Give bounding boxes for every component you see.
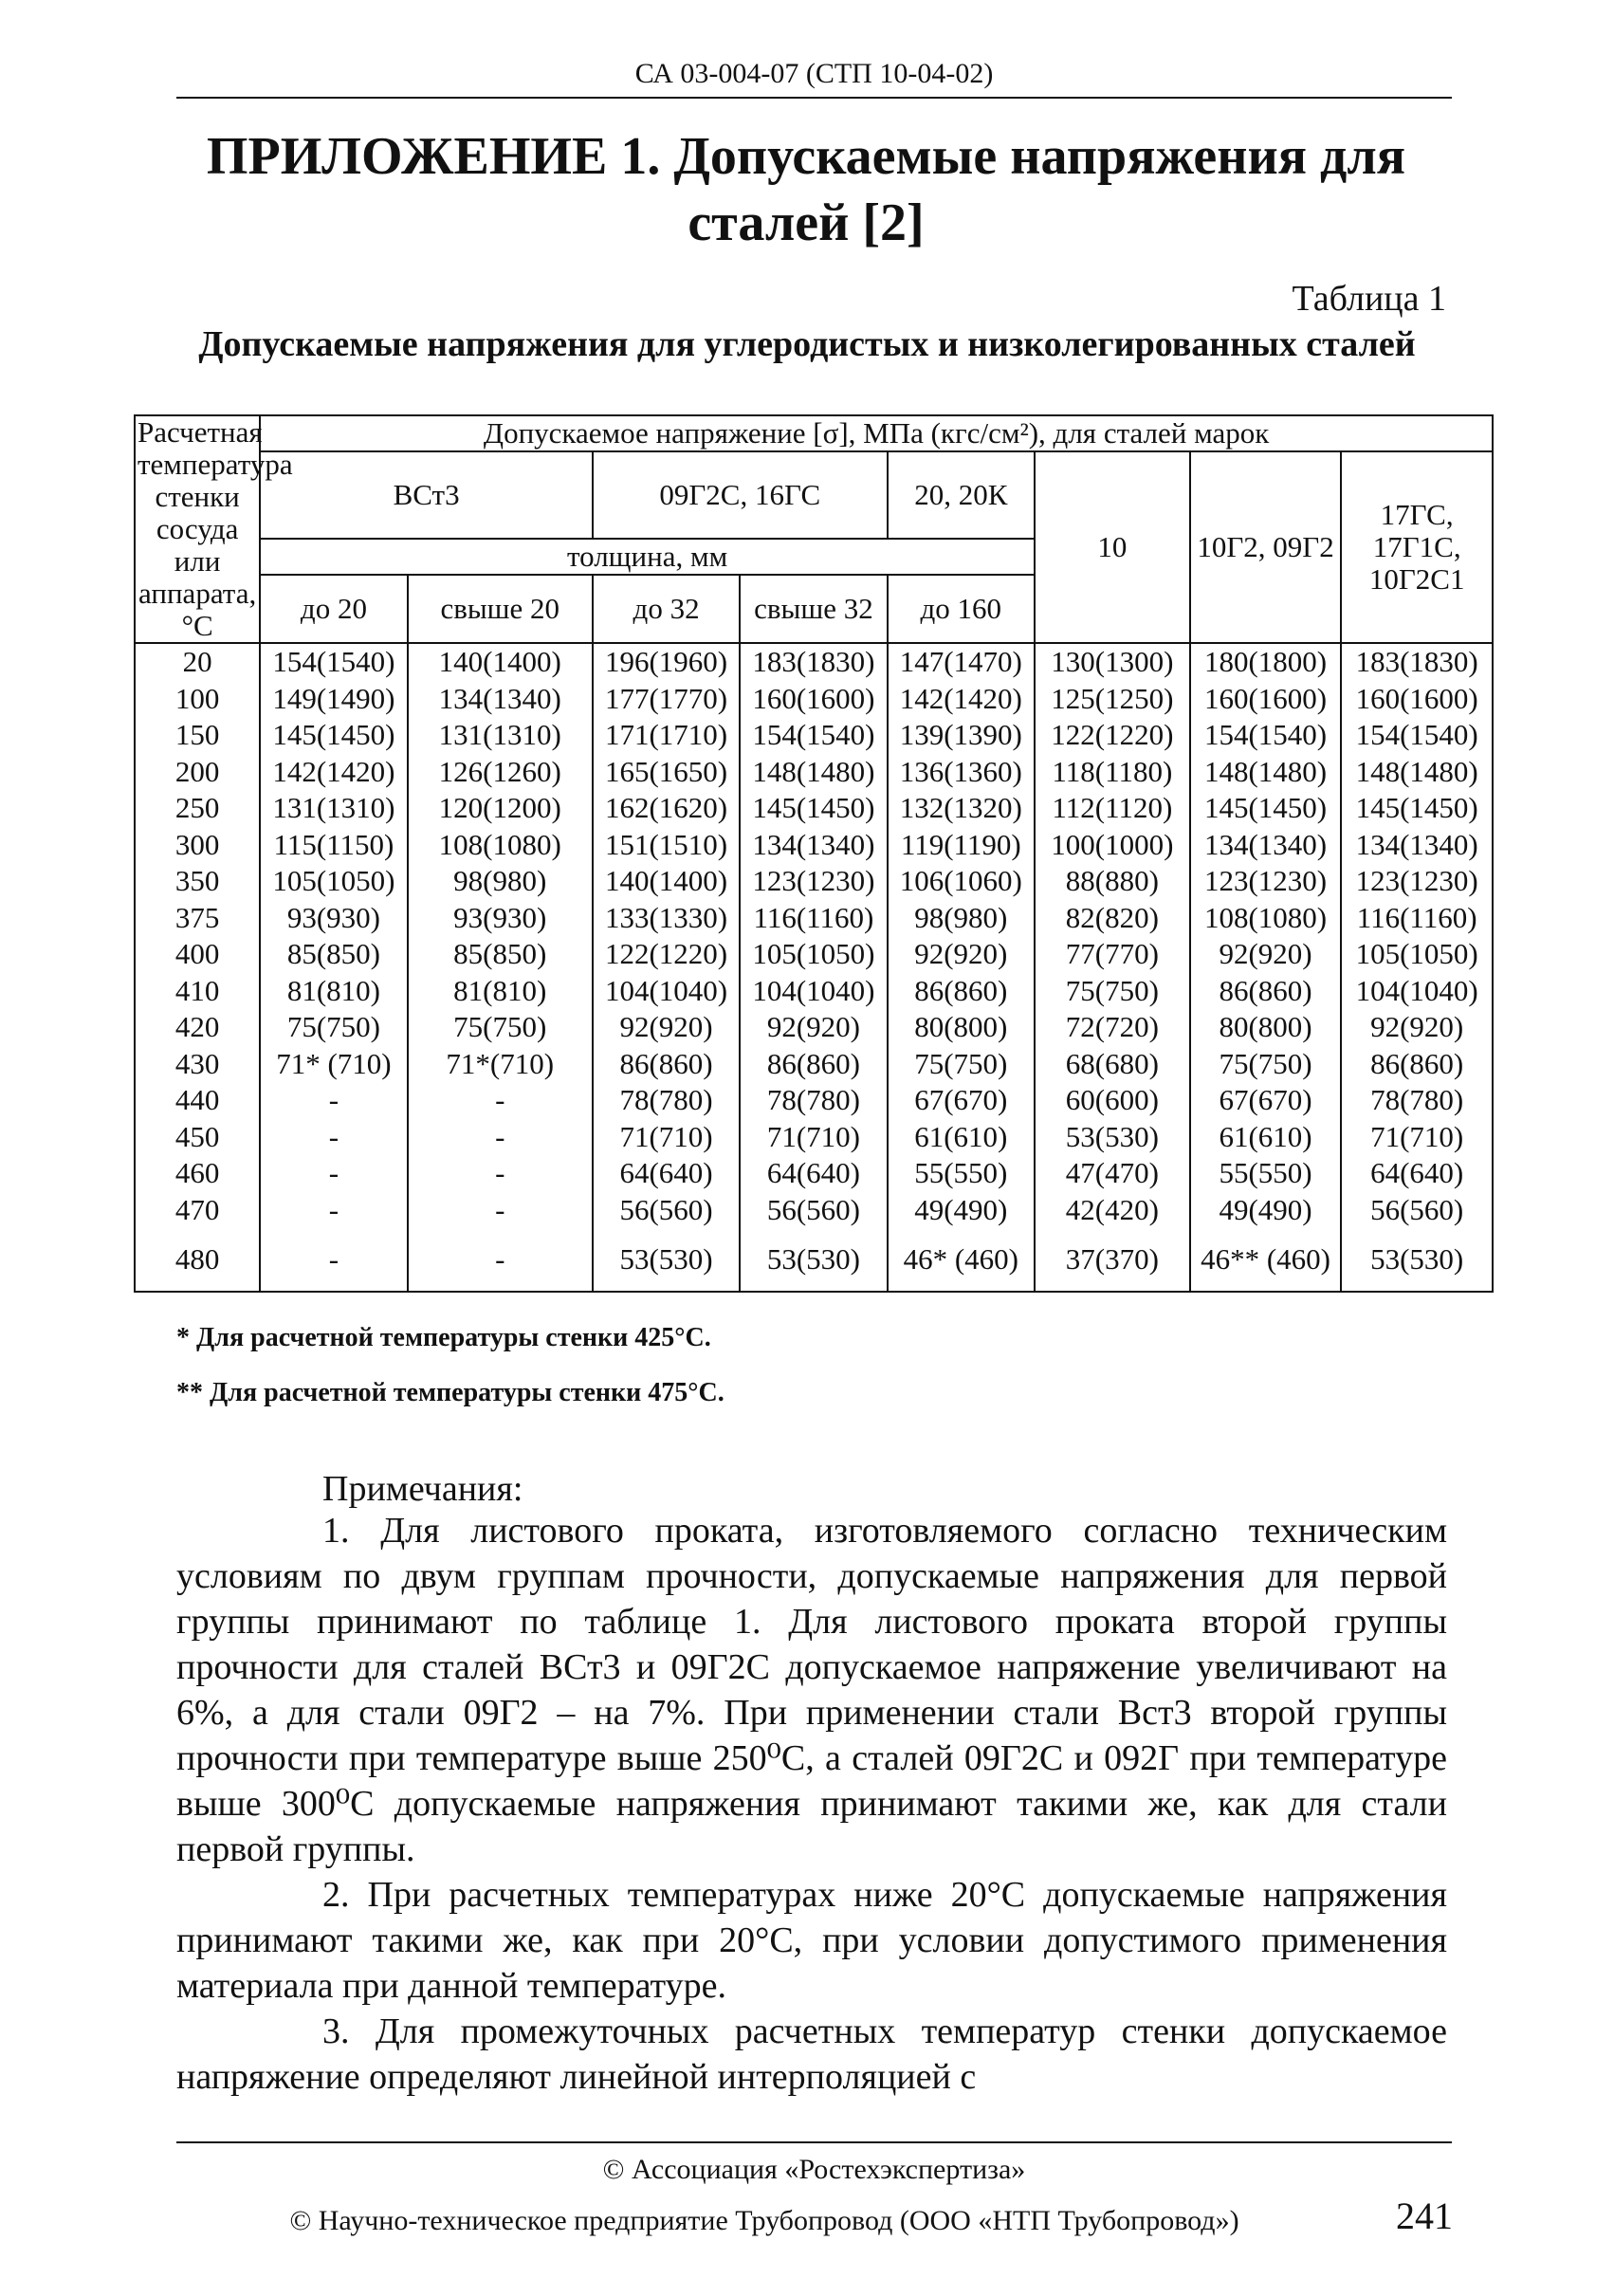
stress-value-cell: 80(800) <box>1190 1009 1342 1046</box>
stress-value-cell: 154(1540) <box>1341 717 1493 754</box>
grade-vst3-header: ВСт3 <box>260 451 593 539</box>
table-row <box>135 754 1493 791</box>
grade-10-header: 10 <box>1035 451 1190 643</box>
stress-value-cell: 64(640) <box>740 1155 887 1192</box>
stress-value-cell: 106(1060) <box>888 863 1035 900</box>
footer-copyright-company: © Научно-техническое предприятие Трубопровод (ООО «НТП Трубопровод») <box>289 2205 1239 2236</box>
footnote-475: ** Для расчетной температуры стенки 475°С. <box>176 1378 724 1407</box>
stress-value-cell: 145(1450) <box>260 717 407 754</box>
stress-value-cell: 37(370) <box>1035 1228 1190 1292</box>
page-number: 241 <box>1396 2195 1453 2237</box>
stress-value-cell: 136(1360) <box>888 754 1035 791</box>
stress-value-cell: 53(530) <box>593 1228 740 1292</box>
stress-value-cell: 148(1480) <box>1341 754 1493 791</box>
stress-value-cell: 108(1080) <box>1190 900 1342 937</box>
table-row <box>135 643 1493 681</box>
notes-body <box>176 1508 1447 2100</box>
temperature-cell: 250 <box>135 790 260 827</box>
stress-value-cell: 134(1340) <box>408 681 593 718</box>
stress-value-cell: 119(1190) <box>888 827 1035 864</box>
stress-value-cell: 56(560) <box>593 1192 740 1229</box>
stress-value-cell: - <box>260 1119 407 1156</box>
stress-column-header: Допускаемое напряжение [σ], МПа (кгс/см²), для сталей марок <box>260 415 1493 451</box>
stress-value-cell: 81(810) <box>408 973 593 1010</box>
stress-value-cell: 53(530) <box>1341 1228 1493 1292</box>
stress-value-cell: 134(1340) <box>1341 827 1493 864</box>
table-row <box>135 1192 1493 1229</box>
stress-value-cell: 55(550) <box>1190 1155 1342 1192</box>
stress-value-cell: 86(860) <box>888 973 1035 1010</box>
footer-divider <box>176 2141 1452 2143</box>
stress-value-cell: 71*(710) <box>408 1046 593 1083</box>
note-paragraph: 2. При расчетных температурах ниже 20°С допускаемые напряжения принимают такими же, как при 20°С, при условии допустимого применения материала при данной температуре. <box>176 1875 1447 2006</box>
stress-value-cell: 56(560) <box>740 1192 887 1229</box>
footer-copyright-association: © Ассоциация «Ростехэкспертиза» <box>602 2154 1026 2185</box>
temperature-cell: 480 <box>135 1228 260 1292</box>
stress-value-cell: 126(1260) <box>408 754 593 791</box>
stress-value-cell: 80(800) <box>888 1009 1035 1046</box>
stress-value-cell: - <box>260 1192 407 1229</box>
stress-value-cell: 134(1340) <box>1190 827 1342 864</box>
stress-value-cell: 148(1480) <box>740 754 887 791</box>
table-title: Допускаемые напряжения для углеродистых и низколегированных сталей <box>198 324 1416 364</box>
stress-value-cell: 75(750) <box>1190 1046 1342 1083</box>
stress-value-cell: 142(1420) <box>888 681 1035 718</box>
temperature-cell: 420 <box>135 1009 260 1046</box>
stress-value-cell: 142(1420) <box>260 754 407 791</box>
stress-value-cell: 61(610) <box>1190 1119 1342 1156</box>
stress-value-cell: 78(780) <box>740 1082 887 1119</box>
thickness-subheader: свыше 32 <box>740 575 887 643</box>
stress-value-cell: - <box>408 1228 593 1292</box>
stress-value-cell: 67(670) <box>1190 1082 1342 1119</box>
table-row <box>135 973 1493 1010</box>
stress-value-cell: 132(1320) <box>888 790 1035 827</box>
stress-value-cell: 46** (460) <box>1190 1228 1342 1292</box>
stress-value-cell: 183(1830) <box>1341 643 1493 681</box>
stress-value-cell: 115(1150) <box>260 827 407 864</box>
stress-value-cell: 92(920) <box>740 1009 887 1046</box>
stress-value-cell: 93(930) <box>260 900 407 937</box>
table-row <box>135 1082 1493 1119</box>
temperature-cell: 200 <box>135 754 260 791</box>
temperature-cell: 470 <box>135 1192 260 1229</box>
stress-value-cell: 196(1960) <box>593 643 740 681</box>
stress-value-cell: 171(1710) <box>593 717 740 754</box>
stress-value-cell: 98(980) <box>408 863 593 900</box>
table-row <box>135 1046 1493 1083</box>
stress-value-cell: - <box>408 1082 593 1119</box>
stress-value-cell: 147(1470) <box>888 643 1035 681</box>
grade-20-header: 20, 20К <box>888 451 1035 539</box>
stress-value-cell: 81(810) <box>260 973 407 1010</box>
stress-value-cell: 92(920) <box>888 936 1035 973</box>
stress-value-cell: 86(860) <box>1341 1046 1493 1083</box>
stress-value-cell: 49(490) <box>888 1192 1035 1229</box>
notes-title: Примечания: <box>322 1469 523 1509</box>
stress-value-cell: 105(1050) <box>260 863 407 900</box>
stress-value-cell: 75(750) <box>408 1009 593 1046</box>
note-paragraph: 1. Для листового проката, изготовляемого согласно техническим условиям по двум группам прочности, допускаемые напряжения для первой группы принимают по таблице 1. Для листового проката второй группы прочности для сталей ВСт3 и 09Г2С допускаемое напряжение увеличивают на 6%, а для стали 09Г2 – на 7%. При применении стали Вст3 второй группы прочности при температуре выше 250⁰С, а сталей 09Г2С и 092Г при температуре выше 300⁰С допускаемые напряжения принимают такими же, как для стали первой группы. <box>176 1511 1447 1869</box>
table-row <box>135 900 1493 937</box>
stress-value-cell: 75(750) <box>888 1046 1035 1083</box>
stress-value-cell: 71* (710) <box>260 1046 407 1083</box>
stress-value-cell: 149(1490) <box>260 681 407 718</box>
temperature-cell: 150 <box>135 717 260 754</box>
stress-value-cell: 49(490) <box>1190 1192 1342 1229</box>
temperature-cell: 350 <box>135 863 260 900</box>
stress-value-cell: 61(610) <box>888 1119 1035 1156</box>
stress-value-cell: - <box>260 1082 407 1119</box>
stress-value-cell: 86(860) <box>593 1046 740 1083</box>
stress-value-cell: 165(1650) <box>593 754 740 791</box>
stress-value-cell: 140(1400) <box>593 863 740 900</box>
stress-value-cell: 71(710) <box>593 1119 740 1156</box>
temperature-cell: 300 <box>135 827 260 864</box>
running-header: СА 03-004-07 (СТП 10-04-02) <box>176 55 1452 99</box>
temperature-cell: 460 <box>135 1155 260 1192</box>
stress-value-cell: 71(710) <box>740 1119 887 1156</box>
allowable-stress-table <box>134 414 1494 1293</box>
temperature-cell: 100 <box>135 681 260 718</box>
table-row <box>135 827 1493 864</box>
stress-value-cell: 64(640) <box>1341 1155 1493 1192</box>
stress-value-cell: 183(1830) <box>740 643 887 681</box>
stress-value-cell: - <box>260 1228 407 1292</box>
stress-value-cell: 120(1200) <box>408 790 593 827</box>
stress-value-cell: 108(1080) <box>408 827 593 864</box>
temp-column-header: Расчетная температура стенки сосуда или аппарата, °С <box>135 415 260 643</box>
stress-value-cell: 82(820) <box>1035 900 1190 937</box>
stress-value-cell: 104(1040) <box>1341 973 1493 1010</box>
stress-value-cell: 78(780) <box>593 1082 740 1119</box>
thickness-subheader: до 160 <box>888 575 1035 643</box>
table-row <box>135 1155 1493 1192</box>
stress-value-cell: 60(600) <box>1035 1082 1190 1119</box>
stress-value-cell: 64(640) <box>593 1155 740 1192</box>
stress-value-cell: 85(850) <box>408 936 593 973</box>
table-row <box>135 863 1493 900</box>
stress-value-cell: 47(470) <box>1035 1155 1190 1192</box>
stress-value-cell: 160(1600) <box>1190 681 1342 718</box>
stress-value-cell: 104(1040) <box>740 973 887 1010</box>
grade-09g2s-header: 09Г2С, 16ГС <box>593 451 888 539</box>
stress-value-cell: 88(880) <box>1035 863 1190 900</box>
stress-value-cell: 123(1230) <box>1341 863 1493 900</box>
table-body <box>135 643 1493 1292</box>
temperature-cell: 410 <box>135 973 260 1010</box>
stress-value-cell: 104(1040) <box>593 973 740 1010</box>
stress-value-cell: 154(1540) <box>260 643 407 681</box>
stress-value-cell: 151(1510) <box>593 827 740 864</box>
stress-value-cell: 145(1450) <box>1190 790 1342 827</box>
stress-value-cell: 122(1220) <box>1035 717 1190 754</box>
stress-value-cell: 125(1250) <box>1035 681 1190 718</box>
stress-value-cell: 154(1540) <box>740 717 887 754</box>
table-row <box>135 790 1493 827</box>
stress-value-cell: 86(860) <box>740 1046 887 1083</box>
thickness-header: толщина, мм <box>260 539 1035 575</box>
stress-value-cell: 68(680) <box>1035 1046 1190 1083</box>
stress-value-cell: 145(1450) <box>1341 790 1493 827</box>
table-row <box>135 936 1493 973</box>
stress-value-cell: 116(1160) <box>740 900 887 937</box>
stress-value-cell: 100(1000) <box>1035 827 1190 864</box>
stress-value-cell: 105(1050) <box>740 936 887 973</box>
grade-17gs-header: 17ГС, 17Г1С, 10Г2С1 <box>1341 451 1493 643</box>
stress-value-cell: 160(1600) <box>1341 681 1493 718</box>
table-row <box>135 681 1493 718</box>
stress-value-cell: 77(770) <box>1035 936 1190 973</box>
stress-value-cell: 160(1600) <box>740 681 887 718</box>
stress-value-cell: 177(1770) <box>593 681 740 718</box>
table-row <box>135 1228 1493 1292</box>
stress-value-cell: 75(750) <box>1035 973 1190 1010</box>
stress-value-cell: 116(1160) <box>1341 900 1493 937</box>
stress-value-cell: 118(1180) <box>1035 754 1190 791</box>
note-paragraph: 3. Для промежуточных расчетных температур стенки допускаемое напряжение определяют линейной интерполяцией с <box>176 2011 1447 2097</box>
stress-value-cell: 123(1230) <box>740 863 887 900</box>
stress-value-cell: 42(420) <box>1035 1192 1190 1229</box>
stress-value-cell: 122(1220) <box>593 936 740 973</box>
temperature-cell: 20 <box>135 643 260 681</box>
stress-value-cell: 53(530) <box>1035 1119 1190 1156</box>
temperature-cell: 430 <box>135 1046 260 1083</box>
stress-value-cell: 133(1330) <box>593 900 740 937</box>
stress-value-cell: 105(1050) <box>1341 936 1493 973</box>
thickness-subheader: до 32 <box>593 575 740 643</box>
stress-value-cell: 92(920) <box>593 1009 740 1046</box>
stress-value-cell: 180(1800) <box>1190 643 1342 681</box>
stress-value-cell: 145(1450) <box>740 790 887 827</box>
stress-value-cell: 131(1310) <box>260 790 407 827</box>
table-number: Таблица 1 <box>1292 279 1446 319</box>
stress-value-cell: 71(710) <box>1341 1119 1493 1156</box>
footnote-425: * Для расчетной температуры стенки 425°С. <box>176 1323 711 1352</box>
stress-value-cell: 67(670) <box>888 1082 1035 1119</box>
temperature-cell: 375 <box>135 900 260 937</box>
thickness-subheader: свыше 20 <box>408 575 593 643</box>
grade-10g2-header: 10Г2, 09Г2 <box>1190 451 1342 643</box>
stress-value-cell: - <box>408 1155 593 1192</box>
stress-value-cell: 162(1620) <box>593 790 740 827</box>
stress-value-cell: 130(1300) <box>1035 643 1190 681</box>
temperature-cell: 440 <box>135 1082 260 1119</box>
table-row <box>135 1009 1493 1046</box>
table-row <box>135 1119 1493 1156</box>
stress-value-cell: 112(1120) <box>1035 790 1190 827</box>
temperature-cell: 400 <box>135 936 260 973</box>
stress-value-cell: 56(560) <box>1341 1192 1493 1229</box>
stress-value-cell: 55(550) <box>888 1155 1035 1192</box>
stress-value-cell: 86(860) <box>1190 973 1342 1010</box>
stress-value-cell: 46* (460) <box>888 1228 1035 1292</box>
table-row <box>135 717 1493 754</box>
stress-value-cell: 131(1310) <box>408 717 593 754</box>
page-title: ПРИЛОЖЕНИЕ 1. Допускаемые напряжения для сталей [2] <box>206 127 1406 252</box>
stress-value-cell: 148(1480) <box>1190 754 1342 791</box>
stress-value-cell: 154(1540) <box>1190 717 1342 754</box>
stress-value-cell: 134(1340) <box>740 827 887 864</box>
stress-value-cell: 78(780) <box>1341 1082 1493 1119</box>
stress-value-cell: 140(1400) <box>408 643 593 681</box>
stress-value-cell: 139(1390) <box>888 717 1035 754</box>
stress-value-cell: 123(1230) <box>1190 863 1342 900</box>
stress-value-cell: - <box>408 1192 593 1229</box>
stress-value-cell: - <box>260 1155 407 1192</box>
stress-value-cell: 72(720) <box>1035 1009 1190 1046</box>
temperature-cell: 450 <box>135 1119 260 1156</box>
stress-value-cell: 93(930) <box>408 900 593 937</box>
stress-value-cell: - <box>408 1119 593 1156</box>
thickness-subheader: до 20 <box>260 575 407 643</box>
stress-value-cell: 85(850) <box>260 936 407 973</box>
stress-value-cell: 75(750) <box>260 1009 407 1046</box>
stress-value-cell: 98(980) <box>888 900 1035 937</box>
stress-value-cell: 92(920) <box>1190 936 1342 973</box>
stress-value-cell: 53(530) <box>740 1228 887 1292</box>
stress-value-cell: 92(920) <box>1341 1009 1493 1046</box>
